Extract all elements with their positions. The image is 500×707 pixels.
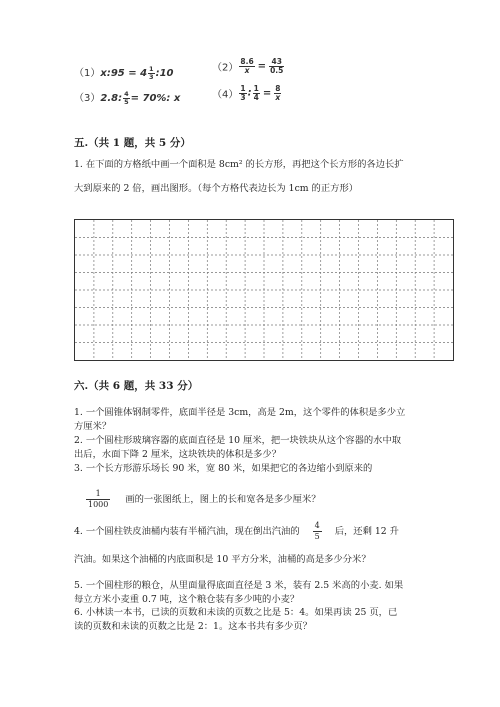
section-6-question-4 <box>74 522 464 541</box>
ratio-sign: : <box>247 87 252 99</box>
equation-text: :10 <box>155 68 174 79</box>
denominator: 5 <box>124 97 129 106</box>
fraction <box>269 58 284 74</box>
numerator: 1 <box>253 84 259 93</box>
question-line: 大到原来的 2 倍，画出图形。（每个方格代表边长为 1cm 的正方形） <box>74 182 359 194</box>
equation-2 <box>212 58 285 74</box>
numerator: 4 <box>124 90 129 98</box>
section-6-title: 六.（共 6 题，共 33 分） <box>74 380 199 392</box>
section-5-question-1 <box>74 158 444 195</box>
equation-4 <box>212 85 282 101</box>
question-line: 1. 一个圆锥体钢制零件，底面半径是 3cm，高是 2m，这个零件的体积是多少立 <box>74 407 406 418</box>
equals-sign: = <box>262 87 272 99</box>
question-line: 出后，水面下降 2 厘米，这块铁块的体积是多少？ <box>74 448 282 460</box>
question-line: 画的一张图纸上，图上的长和宽各是多少厘米？ <box>125 493 321 505</box>
equation-label: （4） <box>212 89 239 101</box>
fraction <box>313 522 322 541</box>
numerator: 8.6 <box>240 57 254 66</box>
grid-lines <box>75 220 453 360</box>
fraction <box>253 85 260 101</box>
fraction <box>148 66 155 80</box>
section-6-question-2 <box>74 434 454 461</box>
question-line: 4. 一个圆柱铁皮油桶内装有半桶汽油，现在倒出汽油的 <box>74 525 300 537</box>
denominator: x <box>244 65 250 75</box>
equation-3 <box>74 89 180 105</box>
section-5-title: 五.（共 1 题，共 5 分） <box>74 137 191 149</box>
question-line: 每立方米小麦重 0.7 吨，这个粮仓装有多少吨的小麦？ <box>74 593 300 605</box>
equals-sign: = <box>257 60 267 72</box>
numerator: 4 <box>314 521 320 530</box>
numerator: 8 <box>275 84 281 93</box>
denominator: x <box>275 92 281 102</box>
question-line: 5. 一个圆柱形的粮仓，从里面量得底面直径是 3 米，装有 2.5 米高的小麦. 如果 <box>74 580 404 591</box>
equation-label: （1） <box>74 68 101 79</box>
denominator: 3 <box>240 92 246 102</box>
fraction <box>274 85 281 101</box>
equation-1 <box>74 64 174 80</box>
numerator: 1 <box>86 490 110 500</box>
section-6-question-5 <box>74 579 454 606</box>
section-6-question-3 <box>74 462 454 476</box>
section-6-question-6 <box>74 606 454 633</box>
denominator: 1000 <box>88 500 109 509</box>
denominator: 3 <box>149 72 154 81</box>
question-line: 1. 在下面的方格纸中画一个面积是 8cm² 的长方形，再把这个长方形的各边长扩 <box>74 159 404 170</box>
fraction <box>86 490 110 509</box>
equation-label: （2） <box>212 62 239 74</box>
graph-paper-grid[interactable] <box>74 219 454 361</box>
question-line: 读的页数和未读的页数之比是 2：1。这本书共有多少页？ <box>74 620 312 632</box>
question-line: 6. 小林读一本书，已读的页数和未读的页数之比是 5：4。如果再读 25 页，已 <box>74 607 398 618</box>
equation-text: 2.8: <box>100 93 123 104</box>
equation-label: （3） <box>74 93 101 104</box>
denominator: 0.5 <box>270 65 284 75</box>
section-6-question-3-cont <box>86 490 456 509</box>
numerator: 1 <box>149 65 154 73</box>
question-line: 2. 一个圆柱形玻璃容器的底面直径是 10 厘米，把一块铁块从这个容器的水中取 <box>74 435 402 446</box>
denominator: 5 <box>314 532 320 541</box>
fraction <box>239 85 246 101</box>
question-line: 3. 一个长方形游乐场长 90 米，宽 80 米，如果把它的各边缩小到原来的 <box>74 463 373 474</box>
fraction <box>239 58 254 74</box>
equation-text: = 70%: x <box>130 93 181 104</box>
denominator: 4 <box>253 92 259 102</box>
section-6-question-4-cont <box>74 553 454 567</box>
equation-text: x:95 = 4 <box>100 68 148 79</box>
fraction <box>123 91 130 105</box>
numerator: 43 <box>269 58 284 67</box>
question-line: 汽油。如果这个油桶的内底面积是 10 平方分米，油桶的高是多少分米？ <box>74 554 371 565</box>
question-line: 后，还剩 12 升 <box>334 525 399 537</box>
question-line: 方厘米？ <box>74 420 112 432</box>
section-6-question-1 <box>74 406 454 433</box>
numerator: 1 <box>240 84 246 93</box>
